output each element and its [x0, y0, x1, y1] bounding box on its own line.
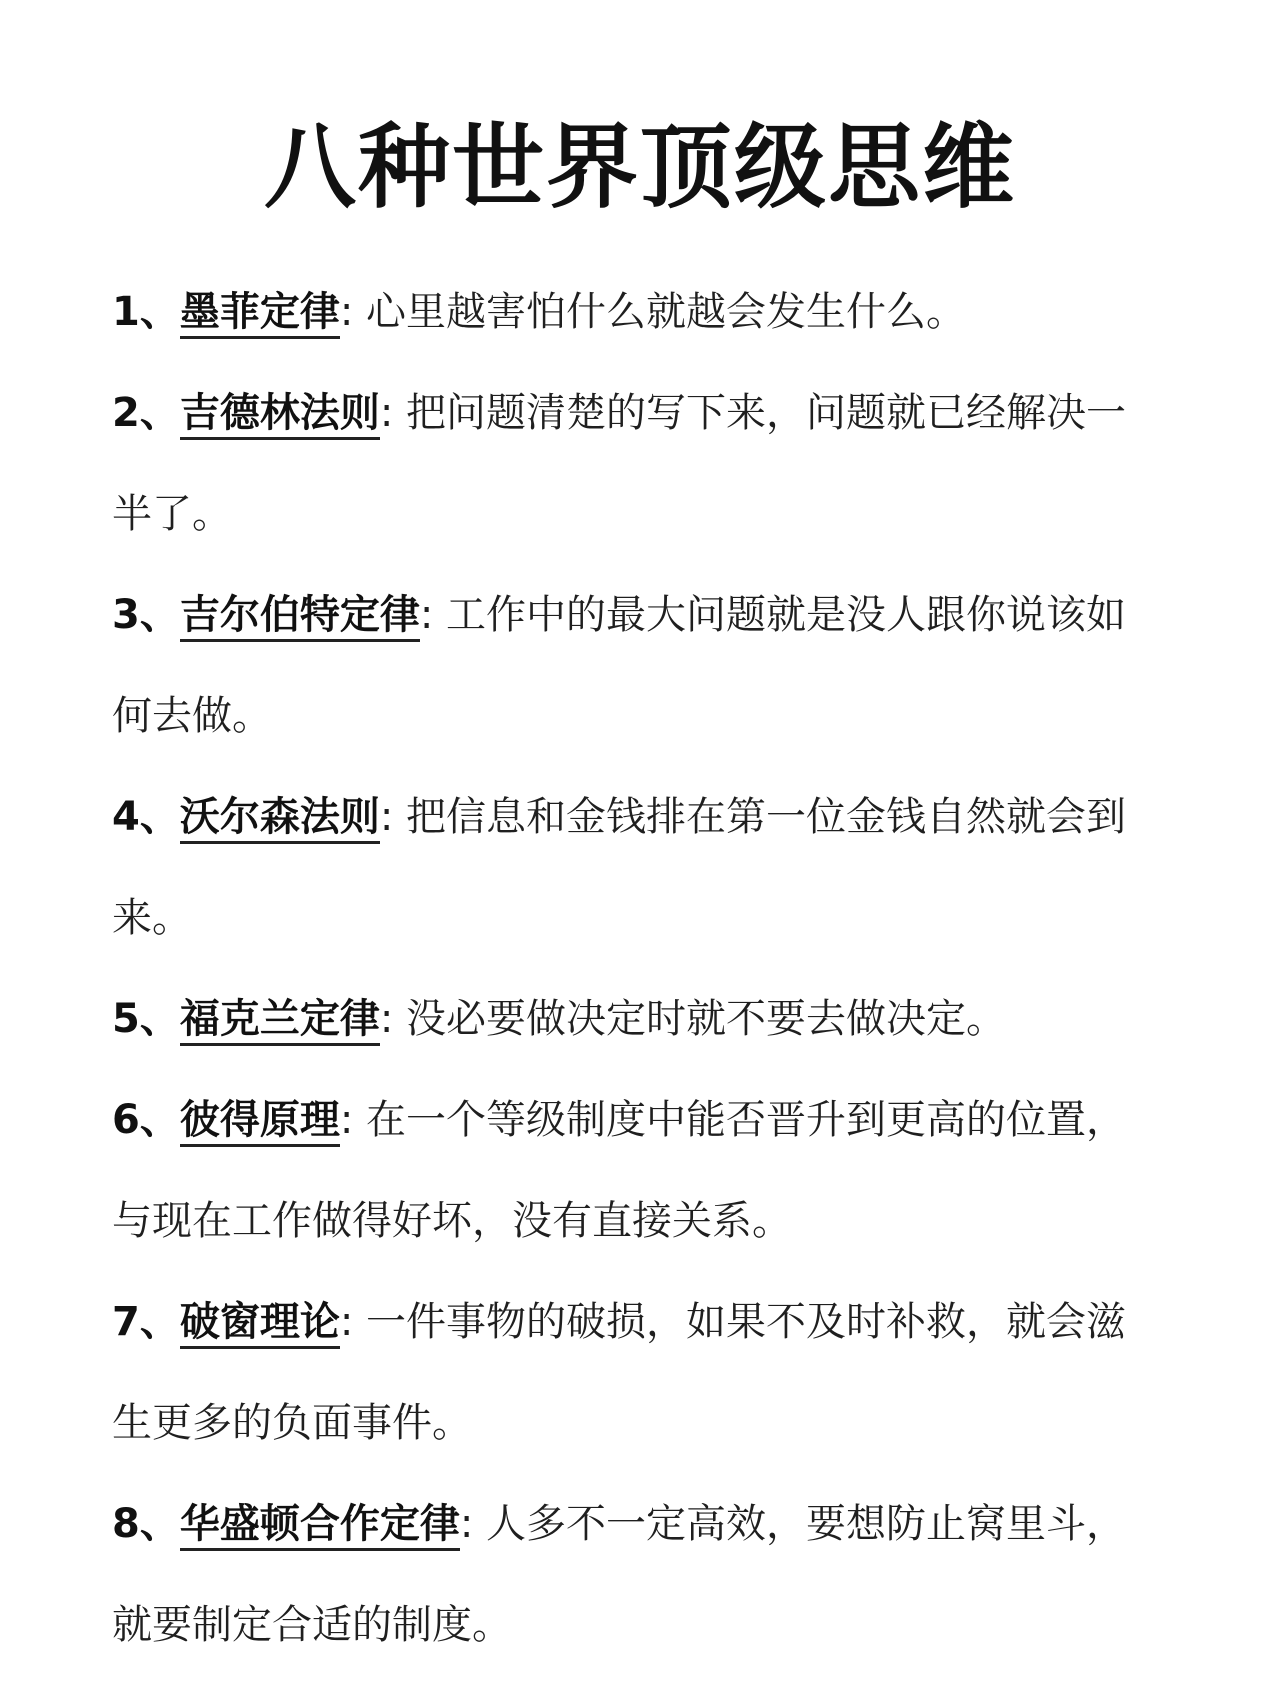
item-number: 2、 — [112, 390, 180, 436]
item-name: 吉德林法则 — [180, 390, 380, 440]
item-separator: : — [379, 390, 407, 436]
list-item — [112, 262, 1152, 363]
item-description: 工作中的最大问题就是没人跟你说该如何去做。 — [112, 592, 1127, 739]
item-name: 华盛顿合作定律 — [180, 1501, 460, 1551]
item-name: 墨菲定律 — [180, 289, 340, 339]
list-item — [112, 767, 1152, 969]
page-title: 八种世界顶级思维 — [263, 114, 1016, 221]
item-separator: : — [339, 1097, 367, 1143]
list-item — [112, 1272, 1152, 1474]
item-number: 3、 — [112, 592, 180, 638]
item-description: 没必要做决定时就不要去做决定。 — [406, 996, 1007, 1042]
item-number: 8、 — [112, 1501, 180, 1547]
list-item — [112, 363, 1152, 565]
item-description: 在一个等级制度中能否晋升到更高的位置，与现在工作做得好坏，没有直接关系。 — [112, 1097, 1127, 1244]
item-number: 4、 — [112, 794, 180, 840]
item-separator: : — [339, 289, 367, 335]
item-description: 人多不一定高效，要想防止窝里斗，就要制定合适的制度。 — [112, 1501, 1127, 1648]
item-separator: : — [379, 794, 407, 840]
item-description: 心里越害怕什么就越会发生什么。 — [366, 289, 967, 335]
item-name: 破窗理论 — [180, 1299, 340, 1349]
item-description: 一件事物的破损，如果不及时补救，就会滋生更多的负面事件。 — [112, 1299, 1127, 1446]
item-description: 把信息和金钱排在第一位金钱自然就会到来。 — [112, 794, 1127, 941]
list-item — [112, 969, 1152, 1070]
item-number: 1、 — [112, 289, 180, 335]
item-description: 把问题清楚的写下来，问题就已经解决一半了。 — [112, 390, 1127, 537]
item-separator: : — [419, 592, 447, 638]
list-item — [112, 1474, 1152, 1676]
item-name: 沃尔森法则 — [180, 794, 380, 844]
item-number: 6、 — [112, 1097, 180, 1143]
list-item — [112, 565, 1152, 767]
item-separator: : — [379, 996, 407, 1042]
item-number: 5、 — [112, 996, 180, 1042]
principles-list — [112, 262, 1152, 1676]
list-item — [112, 1070, 1152, 1272]
item-name: 吉尔伯特定律 — [180, 592, 420, 642]
item-separator: : — [459, 1501, 487, 1547]
item-name: 彼得原理 — [180, 1097, 340, 1147]
item-separator: : — [339, 1299, 367, 1345]
item-name: 福克兰定律 — [180, 996, 380, 1046]
item-number: 7、 — [112, 1299, 180, 1345]
